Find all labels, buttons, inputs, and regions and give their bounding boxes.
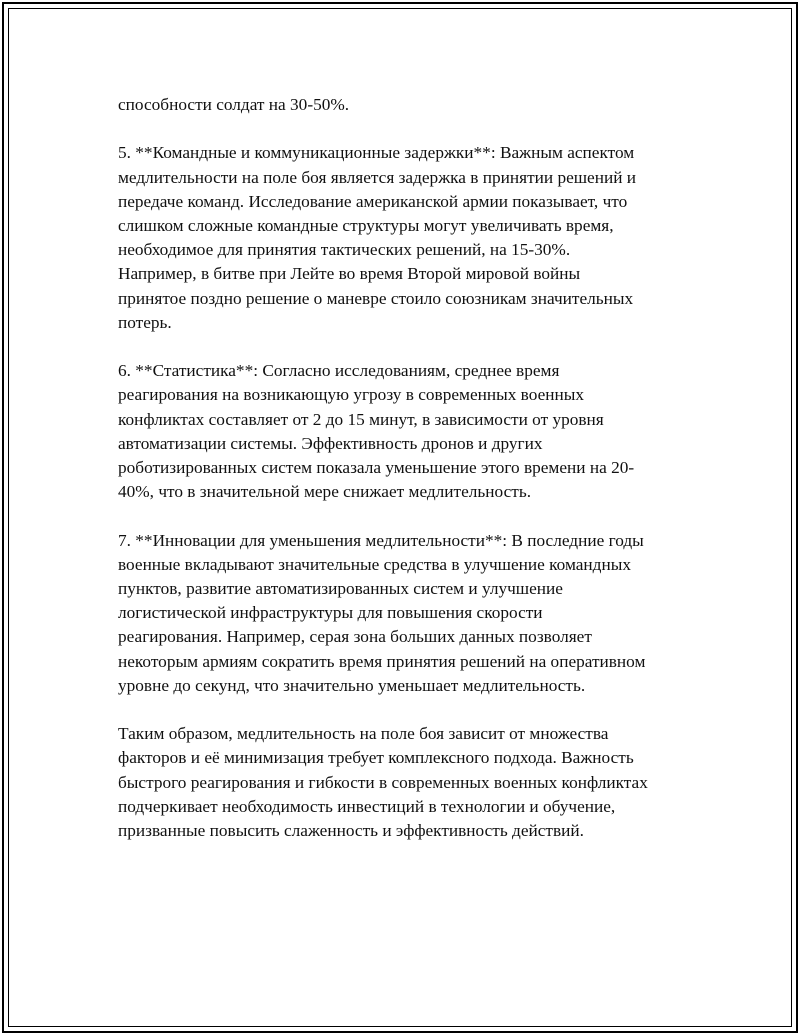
text-line: конфликтах составляет от 2 до 15 минут, в зависимости от уровня — [118, 409, 604, 429]
text-line: роботизированных систем показала уменьшение этого времени на 20- — [118, 458, 635, 478]
text-line: быстрого реагирования и гибкости в современных военных конфликтах — [118, 772, 648, 792]
paragraph-intro-tail — [118, 93, 698, 117]
paragraph-conclusion — [118, 722, 698, 843]
text-line: способности солдат на 30-50%. — [118, 95, 350, 114]
text-line: потерь. — [118, 312, 172, 332]
text-line: 7. **Инновации для уменьшения медлительности**: В последние годы — [118, 530, 644, 550]
text-line: 6. **Статистика**: Согласно исследованиям, среднее время — [118, 361, 560, 381]
text-line: уровне до секунд, что значительно уменьшает медлительность. — [118, 675, 586, 695]
text-line: передаче команд. Исследование американской армии показывает, что — [118, 191, 628, 211]
text-line: реагирования на возникающую угрозу в современных военных — [118, 385, 584, 405]
text-line: Например, в битве при Лейте во время Второй мировой войны — [118, 264, 581, 284]
text-line: военные вкладывают значительные средства в улучшение командных — [118, 554, 631, 574]
text-line: факторов и её минимизация требует комплексного подхода. Важность — [118, 748, 634, 768]
text-line: логистической инфраструктуры для повышения скорости — [118, 603, 543, 623]
text-line: некоторым армиям сократить время принятия решений на оперативном — [118, 651, 646, 671]
text-line: медлительности на поле боя является задержка в принятии решений и — [118, 167, 637, 187]
text-line: автоматизации системы. Эффективность дронов и других — [118, 433, 543, 453]
document-body — [118, 93, 698, 867]
paragraph-innovations — [118, 529, 698, 698]
text-line: принятое поздно решение о маневре стоило союзникам значительных — [118, 288, 634, 308]
text-line: необходимое для принятия тактических решений, на 15-30%. — [118, 240, 571, 260]
paragraph-command-delays — [118, 141, 698, 335]
text-line: 5. **Командные и коммуникационные задержки**: Важным аспектом — [118, 143, 635, 163]
paragraph-statistics — [118, 359, 698, 504]
text-line: 40%, что в значительной мере снижает медлительность. — [118, 482, 532, 502]
text-line: Таким образом, медлительность на поле боя зависит от множества — [118, 724, 609, 744]
text-line: слишком сложные командные структуры могут увеличивать время, — [118, 216, 614, 235]
text-line: призванные повысить слаженность и эффективность действий. — [118, 821, 584, 841]
text-line: пунктов, развитие автоматизированных систем и улучшение — [118, 579, 563, 599]
text-line: подчеркивает необходимость инвестиций в технологии и обучение, — [118, 796, 616, 816]
text-line: реагирования. Например, серая зона больших данных позволяет — [118, 627, 592, 647]
